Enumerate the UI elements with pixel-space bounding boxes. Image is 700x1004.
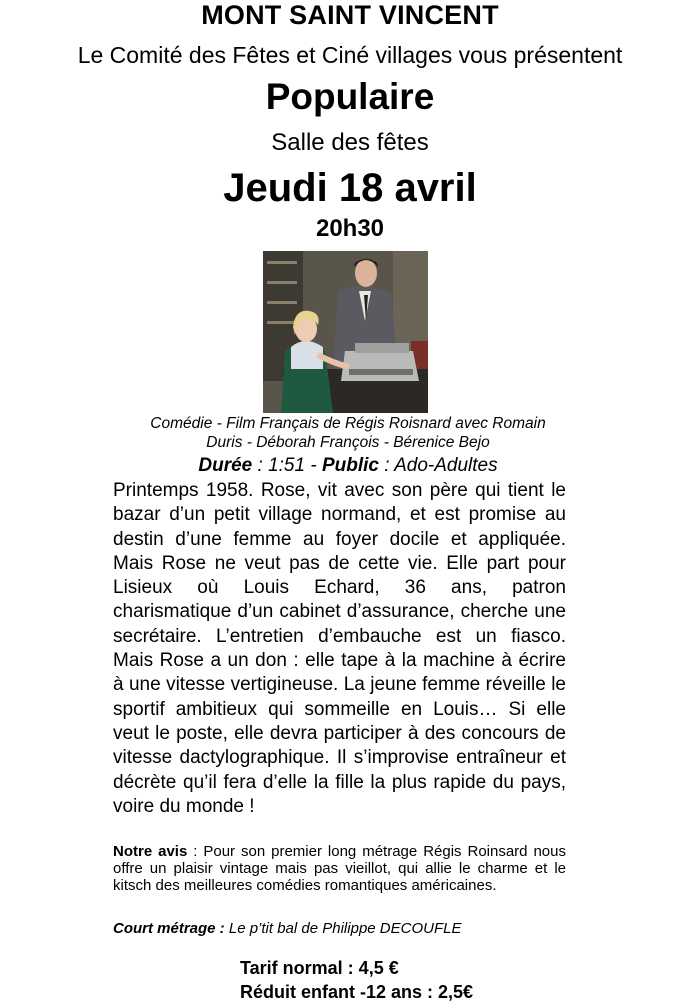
film-title: Populaire [265, 76, 435, 117]
short-film-title: Le p’tit bal de Philippe DECOUFLE [224, 920, 462, 937]
film-still-image [263, 251, 428, 413]
review-text: : Pour son premier long métrage Régis Roinsard nous offre un plaisir vintage mais pas vieillot, qui allie le charme et le kitsch des meilleures comédies romantiques américaines. [113, 843, 566, 894]
public-label: Public [321, 455, 379, 476]
town-name: MONT SAINT VINCENT [201, 0, 499, 30]
film-credits [110, 414, 586, 452]
event-date: Jeudi 18 avril [223, 166, 477, 210]
review-label: Notre avis [113, 843, 188, 860]
duration-value: : 1:51 - [252, 455, 322, 476]
price-normal: Tarif normal : 4,5 € [240, 958, 399, 978]
venue: Salle des fêtes [271, 129, 429, 156]
film-still-illustration [263, 251, 428, 413]
short-film-label: Court métrage : [113, 920, 225, 937]
event-time: 20h30 [315, 215, 385, 242]
synopsis-paragraph: Printemps 1958. Rose, vit avec son père qui tient le bazar d’un petit village normand, et est promise au destin d’une femme au foyer docile et appliquée. Mais Rose ne veut pas de cette vie. Elle part pour Lisieux où Louis Echard, 36 ans, patron charismatique d’un cabinet d’assurance, cherche une secrétaire. L’entretien d’embauche est un fiasco. Mais Rose a un don : elle tape à la machine à écrire à une vitesse vertigineuse. La jeune femme réveille le sportif ambitieux qui sommeille en Louis… Si elle veut le poste, elle devra participer à des concours de vitesse dactylographique. Il s’improvise entraîneur et décrète qu’il fera d’elle la fille la plus rapide du pays, voire du monde ! [113, 480, 566, 817]
duration-label: Durée [198, 455, 253, 476]
public-value: : Ado-Adultes [378, 455, 498, 476]
duration-audience-line [110, 455, 586, 477]
review-paragraph [113, 844, 566, 894]
price-reduced: Réduit enfant -12 ans : 2,5€ [240, 982, 474, 1002]
short-film-line [113, 920, 566, 937]
credits-line-1: Comédie - Film Français de Régis Roisnard avec Romain [150, 415, 546, 432]
credits-line-2: Duris - Déborah François - Bérenice Bejo [206, 434, 490, 451]
presenters-line: Le Comité des Fêtes et Ciné villages vous présentent [77, 42, 623, 68]
